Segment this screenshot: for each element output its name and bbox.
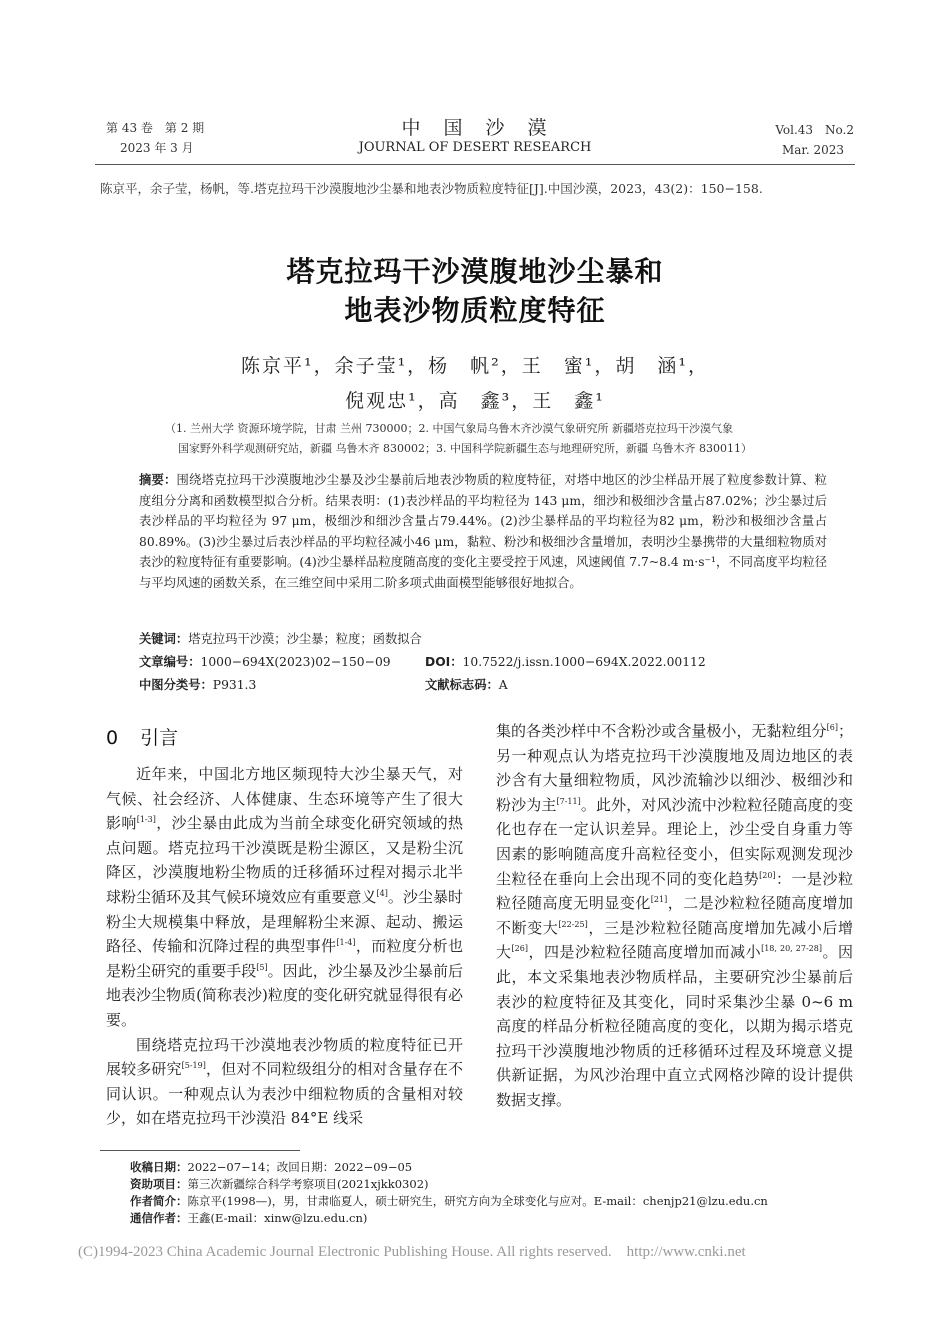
reference-mark: [1-4] — [336, 938, 356, 948]
date-cn: 2023 年 3 月 — [120, 141, 194, 155]
left-column — [106, 762, 463, 1131]
reference-mark: [21] — [650, 895, 668, 905]
keywords-text: 塔克拉玛干沙漠；沙尘暴；粒度；函数拟合 — [188, 632, 422, 646]
document-code — [425, 675, 508, 695]
abstract-text: 围绕塔克拉玛干沙漠腹地沙尘暴及沙尘暴前后地表沙物质的粒度特征，对塔中地区的沙尘样品开展了粒度参数计算、粒度组分分离和函数模型拟合分析。结果表明：(1)表沙样品的平均粒径为 143 μm，细沙和极细沙含量占87.02%；沙尘暴过后表沙样品的平均粒径为 97 μm，极细沙和细沙含量占79.44%。(2)沙尘暴样品的平均粒径为82 μm，粉沙和极细沙含量占80.89%。(3)沙尘暴过后表沙样品的平均粒径减小46 μm，黏粒、粉沙和极细沙含量增加，表明沙尘暴携带的大量细粒物质对表沙的粒度特征有重要影响。(4)沙尘暴样品粒度随高度的变化主要受控于风速，风速阈值 7.7~8.4 m·s⁻¹，不同高度平均粒径与平均风速的函数关系，在三维空间中采用二阶多项式曲面模型能够很好地拟合。 — [139, 473, 827, 590]
footnote-author: 作者简介：陈京平(1998—)，男，甘肃临夏人，硕士研究生，研究方向为全球变化与应对。E-mail：chenjp21@lzu.edu.cn — [130, 1194, 768, 1208]
section-number: 0 — [106, 727, 119, 749]
volume-issue-en: Vol.43 No.2 — [775, 123, 854, 137]
article-number-label: 文章编号： — [139, 655, 201, 669]
intro-paragraph-2-continued: 集的各类沙样中不含粉沙或含量极小，无黏粒组分[6]；另一种观点认为塔克拉玛干沙漠腹地及周边地区的表沙含有大量细粒物质，风沙流输沙以细沙、极细沙和粉沙为主[7-11]。此外，对风沙流中沙粒粒径随高度的变化也存在一定认识差异。理论上，沙尘受自身重力等因素的影响随高度升高粒径变小，但实际观测发现沙尘粒径在垂向上会出现不同的变化趋势[20]：一是沙粒粒径随高度无明显变化[21]，二是沙粒粒径随高度增加不断变大[22-25]，三是沙粒粒径随高度增加先减小后增大[26]，四是沙粒粒径随高度增加而减小[18, 20, 27-28]。因此，本文采集地表沙物质样品，主要研究沙尘暴前后表沙的粒度特征及其变化，同时采集沙尘暴 0~6 m 高度的样品分析粒径随高度的变化，以期为揭示塔克拉玛干沙漠腹地沙物质的迁移循环过程及环境意义提供新证据，为风沙治理中直立式网格沙障的设计提供数据支撑。 — [496, 722, 853, 1109]
reference-mark: [4] — [376, 888, 388, 898]
affiliations-line-2: 国家野外科学观测研究站，新疆 乌鲁木齐 830002；3. 中国科学院新疆生态与地理研究所，新疆 乌鲁木齐 830011） — [178, 442, 752, 455]
document-code-text: A — [498, 678, 508, 692]
section-title: 引言 — [140, 727, 179, 749]
abstract — [139, 470, 827, 594]
paper-title-line-2: 地表沙物质粒度特征 — [344, 294, 606, 327]
header-rule — [95, 164, 855, 165]
clc-text: P931.3 — [212, 678, 257, 692]
section-heading — [106, 723, 178, 750]
document-code-label: 文献标志码： — [425, 678, 499, 692]
journal-title-en: JOURNAL OF DESERT RESEARCH — [358, 140, 592, 155]
reference-mark: [1-3] — [136, 815, 156, 825]
reference-mark: [6] — [826, 723, 838, 732]
footnote-corresponding: 通信作者：王鑫(E-mail：xinw@lzu.edu.cn) — [130, 1211, 368, 1225]
right-column — [496, 719, 853, 1113]
doi — [425, 652, 706, 672]
reference-mark: [7-11] — [556, 796, 581, 806]
reference-mark: [18, 20, 27-28] — [761, 944, 822, 954]
keywords — [139, 629, 422, 649]
article-number — [139, 652, 391, 672]
clc-number — [139, 675, 256, 695]
footnote-received: 收稿日期：2022−07−14；改回日期：2022−09−05 — [130, 1160, 413, 1174]
intro-paragraph-2: 围绕塔克拉玛干沙漠地表沙物质的粒度特征已开展较多研究[5-19]，但对不同粒级组分的相对含量存在不同认识。一种观点认为表沙中细粒物质的含量相对较少，如在塔克拉玛干沙漠沿 84°E 线采 — [106, 1035, 463, 1128]
doi-label: DOI： — [425, 655, 463, 669]
intro-paragraph-1: 近年来，中国北方地区频现特大沙尘暴天气，对气候、社会经济、人体健康、生态环境等产生了很大影响[1-3]，沙尘暴由此成为当前全球变化研究领域的热点问题。塔克拉玛干沙漠既是粉尘源区，又是粉尘沉降区，沙漠腹地粉尘物质的迁移循环过程对揭示北半球粉尘循环及其气候环境效应有重要意义[4]。沙尘暴时粉尘大规模集中释放，是理解粉尘来源、起动、搬运路径、传输和沉降过程的典型事件[1-4]，而粒度分析也是粉尘研究的重要手段[5]。因此，沙尘暴及沙尘暴前后地表沙尘物质(简称表沙)粒度的变化研究就显得很有必要。 — [106, 765, 463, 1029]
reference-mark: [20] — [759, 870, 776, 880]
date-en: Mar. 2023 — [781, 143, 844, 157]
paper-title-line-1: 塔克拉玛干沙漠腹地沙尘暴和 — [286, 255, 664, 288]
reference-mark: [5] — [256, 962, 268, 972]
affiliations-line-1: （1. 兰州大学 资源环境学院，甘肃 兰州 730000；2. 中国气象局乌鲁木齐沙漠气象研究所 新疆塔克拉玛干沙漠气象 — [165, 422, 733, 435]
authors-line-2: 倪观忠¹，高 鑫³，王 鑫¹ — [345, 390, 605, 412]
footnote-funding: 资助项目：第三次新疆综合科学考察项目(2021xjkk0302) — [130, 1177, 429, 1191]
reference-mark: [26] — [511, 944, 528, 954]
citation-line: 陈京平，余子莹，杨帆，等.塔克拉玛干沙漠腹地沙尘暴和地表沙物质粒度特征[J].中国沙漠，2023，43(2)：150−158. — [100, 181, 763, 196]
clc-label: 中图分类号： — [139, 678, 213, 692]
keywords-label: 关键词： — [139, 632, 189, 646]
reference-mark: [5-19] — [181, 1061, 206, 1071]
authors-line-1: 陈京平¹，余子莹¹，杨 帆²，王 蜜¹，胡 涵¹， — [240, 355, 710, 377]
doi-text: 10.7522/j.issn.1000−694X.2022.00112 — [462, 655, 706, 669]
volume-issue-cn: 第 43 卷 第 2 期 — [106, 121, 205, 135]
reference-mark: [22-25] — [558, 919, 588, 929]
article-number-text: 1000−694X(2023)02−150−09 — [200, 655, 391, 669]
footnote-rule — [100, 1150, 300, 1151]
journal-title-cn: 中 国 沙 漠 — [401, 117, 549, 139]
cnki-watermark: (C)1994-2023 China Academic Journal Electronic Publishing House. All rights reserved. http://www.cnki.net — [78, 1244, 746, 1260]
abstract-label: 摘要： — [139, 473, 177, 487]
